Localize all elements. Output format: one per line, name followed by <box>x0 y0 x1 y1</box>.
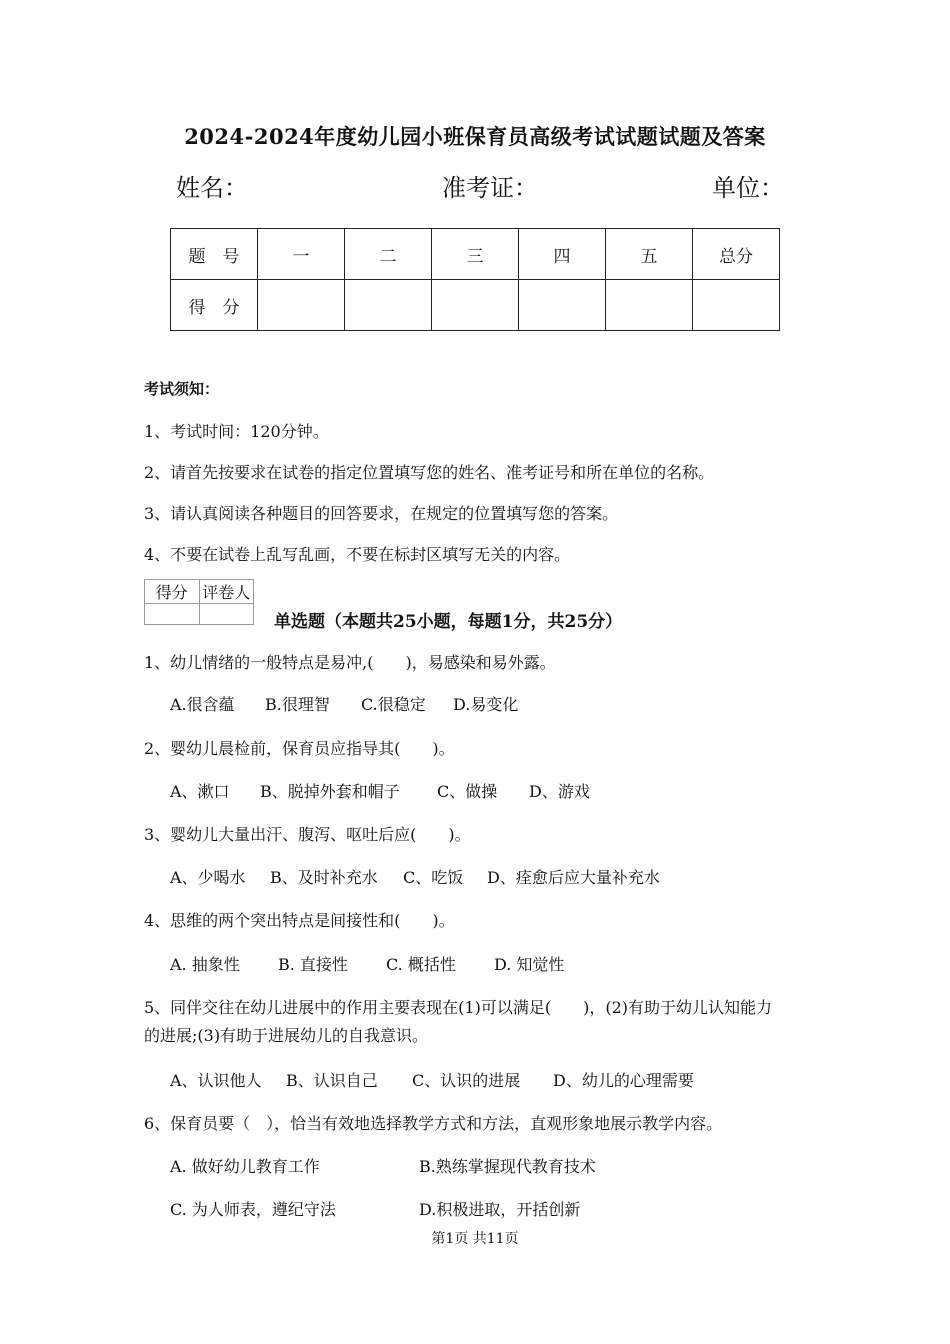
score-input-cell[interactable] <box>432 280 519 331</box>
option-a[interactable]: A. 做好幼儿教育工作 <box>170 1157 320 1176</box>
grader-score-label: 得分 <box>145 580 200 604</box>
score-input-cell[interactable] <box>258 280 345 331</box>
score-input-cell[interactable] <box>519 280 606 331</box>
option-d[interactable]: D.易变化 <box>453 695 519 714</box>
question-stem: 1、幼儿情绪的一般特点是易冲,( )，易感染和易外露。 <box>144 653 556 672</box>
score-table-score-row <box>171 280 780 331</box>
option-b[interactable]: B、脱掉外套和帽子 <box>260 782 400 801</box>
score-header-cell: 一 <box>258 229 345 280</box>
section-title: 单选题（本题共25小题，每题1分，共25分） <box>274 612 623 632</box>
question-stem: 5、同伴交往在幼儿进展中的作用主要表现在(1)可以满足( )，(2)有助于幼儿认知能力 <box>144 998 772 1017</box>
question-stem-continued: 的进展;(3)有助于进展幼儿的自我意识。 <box>144 1026 429 1045</box>
option-d[interactable]: D、幼儿的心理需要 <box>553 1071 694 1090</box>
question-stem: 4、思维的两个突出特点是间接性和( )。 <box>144 911 455 930</box>
score-table <box>170 228 780 331</box>
option-d[interactable]: D、痊愈后应大量补充水 <box>487 868 660 887</box>
option-a[interactable]: A. 抽象性 <box>170 955 240 974</box>
score-input-cell[interactable] <box>693 280 780 331</box>
option-c[interactable]: C、做操 <box>437 782 498 801</box>
option-b[interactable]: B.很理智 <box>265 695 330 714</box>
exam-number-field-label: 准考证： <box>442 174 538 202</box>
question-stem: 3、婴幼儿大量出汗、腹泻、呕吐后应( )。 <box>144 825 471 844</box>
score-input-cell[interactable] <box>606 280 693 331</box>
score-row-label: 得 分 <box>171 280 258 331</box>
option-b[interactable]: B. 直接性 <box>278 955 348 974</box>
option-c[interactable]: C、吃饭 <box>403 868 464 887</box>
score-table-header-row <box>171 229 780 280</box>
option-c[interactable]: C. 概括性 <box>386 955 456 974</box>
option-b[interactable]: B、及时补充水 <box>270 868 378 887</box>
option-d[interactable]: D. 知觉性 <box>494 955 565 974</box>
grader-name-cell[interactable] <box>199 604 254 625</box>
grader-box <box>144 579 254 625</box>
score-header-cell: 总分 <box>693 229 780 280</box>
score-header-cell: 五 <box>606 229 693 280</box>
notice-item: 1、考试时间：120分钟。 <box>144 422 329 441</box>
page-footer: 第1页 共11页 <box>431 1231 519 1247</box>
question-stem: 2、婴幼儿晨检前，保育员应指导其( )。 <box>144 739 455 758</box>
option-d[interactable]: D.积极进取，开括创新 <box>419 1200 581 1219</box>
name-field-label: 姓名： <box>176 174 248 202</box>
notice-item: 4、不要在试卷上乱写乱画，不要在标封区填写无关的内容。 <box>144 545 571 564</box>
option-b[interactable]: B、认识自己 <box>286 1071 378 1090</box>
option-d[interactable]: D、游戏 <box>529 782 590 801</box>
option-a[interactable]: A、认识他人 <box>170 1071 262 1090</box>
option-b[interactable]: B.熟练掌握现代教育技术 <box>419 1157 596 1176</box>
grader-score-cell[interactable] <box>145 604 200 625</box>
option-c[interactable]: C. 为人师表，遵纪守法 <box>170 1200 336 1219</box>
notice-item: 3、请认真阅读各种题目的回答要求，在规定的位置填写您的答案。 <box>144 504 619 523</box>
grader-name-label: 评卷人 <box>199 580 254 604</box>
score-header-cell: 四 <box>519 229 606 280</box>
score-header-cell: 题 号 <box>171 229 258 280</box>
document-title: 2024-2024年度幼儿园小班保育员高级考试试题试题及答案 <box>184 124 766 149</box>
option-c[interactable]: C、认识的进展 <box>412 1071 521 1090</box>
unit-field-label: 单位： <box>712 174 784 202</box>
option-a[interactable]: A.很含蕴 <box>170 695 235 714</box>
question-stem: 6、保育员要（ ），恰当有效地选择教学方式和方法，直观形象地展示教学内容。 <box>144 1114 723 1133</box>
option-c[interactable]: C.很稳定 <box>361 695 426 714</box>
option-a[interactable]: A、漱口 <box>170 782 230 801</box>
score-header-cell: 三 <box>432 229 519 280</box>
notice-item: 2、请首先按要求在试卷的指定位置填写您的姓名、准考证号和所在单位的名称。 <box>144 463 715 482</box>
option-a[interactable]: A、少喝水 <box>170 868 246 887</box>
notice-heading: 考试须知： <box>144 380 220 398</box>
score-header-cell: 二 <box>345 229 432 280</box>
score-input-cell[interactable] <box>345 280 432 331</box>
